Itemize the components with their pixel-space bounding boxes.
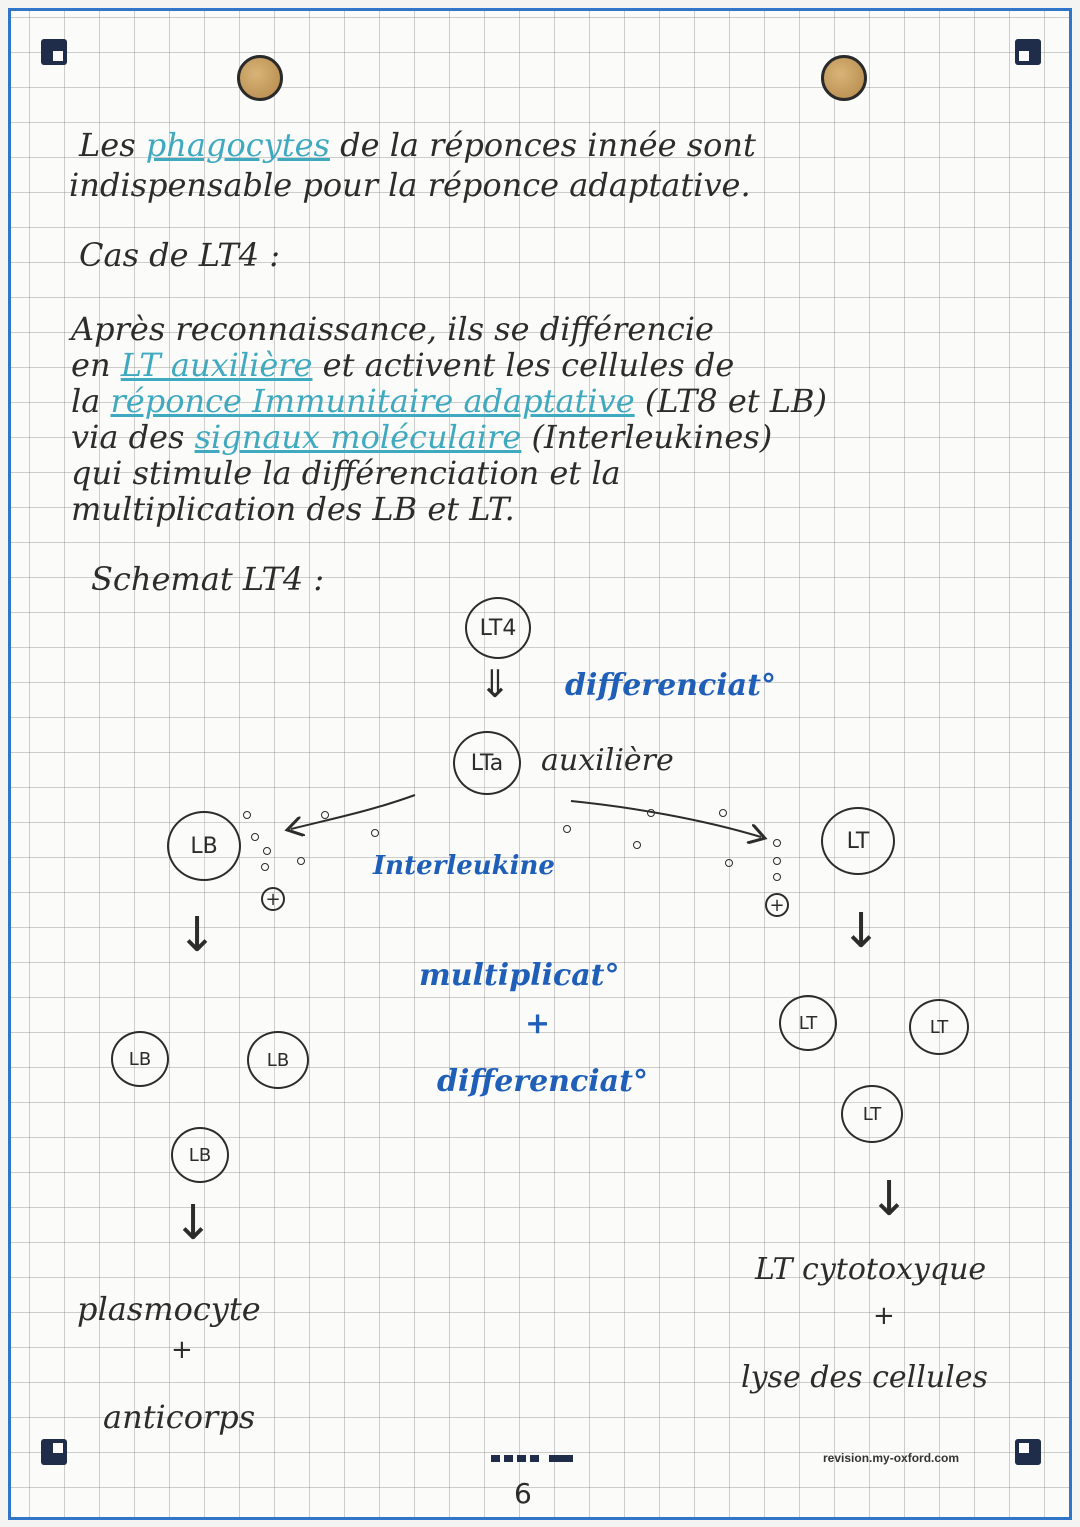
molecule-dot-icon <box>297 857 305 865</box>
paragraph-line-4: via des signaux moléculaire (Interleukines) <box>71 418 773 456</box>
intro-line-1: Les phagocytes de la réponces innée sont <box>79 126 756 164</box>
left-plus: + <box>171 1335 193 1365</box>
paragraph-line-6: multiplication des LB et LT. <box>71 490 515 528</box>
molecule-dot-icon <box>261 863 269 871</box>
schema-title: Schemat LT4 : <box>91 560 325 598</box>
intro-line-2: indispensable pour la réponce adaptative. <box>69 166 751 204</box>
cell-lta: LTa <box>453 731 521 795</box>
label-interleukine: Interleukine <box>373 851 555 881</box>
molecule-dot-icon <box>243 811 251 819</box>
paragraph-line-2: en LT auxilière et activent les cellules de <box>71 346 735 384</box>
cell-lt4: LT4 <box>465 597 531 659</box>
center-plus: + <box>525 1006 551 1041</box>
notebook-page <box>8 8 1072 1520</box>
molecule-dot-icon <box>263 847 271 855</box>
molecule-dot-icon <box>321 811 329 819</box>
right-plus: + <box>873 1301 895 1331</box>
plus-circle-icon: + <box>765 893 789 917</box>
molecule-dot-icon <box>633 841 641 849</box>
cell-lb-clone: LB <box>247 1031 309 1089</box>
label-plasmocyte: plasmocyte <box>77 1290 261 1328</box>
molecule-dot-icon <box>773 857 781 865</box>
label-differenciation-2: differenciat° <box>437 1064 648 1099</box>
footer-url: revision.my-oxford.com <box>823 1451 960 1465</box>
down-arrow-icon: ↓ <box>177 907 218 963</box>
molecule-dot-icon <box>647 809 655 817</box>
molecule-dot-icon <box>725 859 733 867</box>
page-marker-icon <box>491 1455 573 1462</box>
molecule-dot-icon <box>563 825 571 833</box>
highlight-phagocytes: phagocytes <box>145 126 330 164</box>
cell-lt-clone: LT <box>779 995 837 1051</box>
cell-lt-clone: LT <box>909 999 969 1055</box>
case-title: Cas de LT4 : <box>79 236 281 274</box>
cell-lt-clone: LT <box>841 1085 903 1143</box>
cell-lt: LT <box>821 807 895 875</box>
paragraph-line-1: Après reconnaissance, ils se différencie <box>71 310 714 348</box>
label-multiplication: multiplicat° <box>419 958 620 993</box>
label-lt-cytotoxique: LT cytotoxyque <box>755 1252 987 1287</box>
molecule-dot-icon <box>773 839 781 847</box>
page-number: 6 <box>514 1477 532 1510</box>
paragraph-line-3: la réponce Immunitaire adaptative (LT8 et LB) <box>71 382 828 420</box>
molecule-dot-icon <box>371 829 379 837</box>
down-arrow-icon: ↓ <box>841 903 882 959</box>
down-arrow-icon: ↓ <box>869 1171 910 1227</box>
molecule-dot-icon <box>719 809 727 817</box>
cell-lb-clone: LB <box>111 1031 169 1087</box>
molecule-dot-icon <box>251 833 259 841</box>
down-arrow-icon: ⇓ <box>479 662 511 706</box>
down-arrow-icon: ↓ <box>173 1195 214 1251</box>
label-auxiliere: auxilière <box>541 743 674 778</box>
plus-circle-icon: + <box>261 887 285 911</box>
label-lyse-cellules: lyse des cellules <box>741 1360 988 1395</box>
cell-lb: LB <box>167 811 241 881</box>
label-differenciation: differenciat° <box>565 668 776 703</box>
paragraph-line-5: qui stimule la différenciation et la <box>71 454 621 492</box>
cell-lb-clone: LB <box>171 1127 229 1183</box>
molecule-dot-icon <box>773 873 781 881</box>
label-anticorps: anticorps <box>103 1398 256 1436</box>
